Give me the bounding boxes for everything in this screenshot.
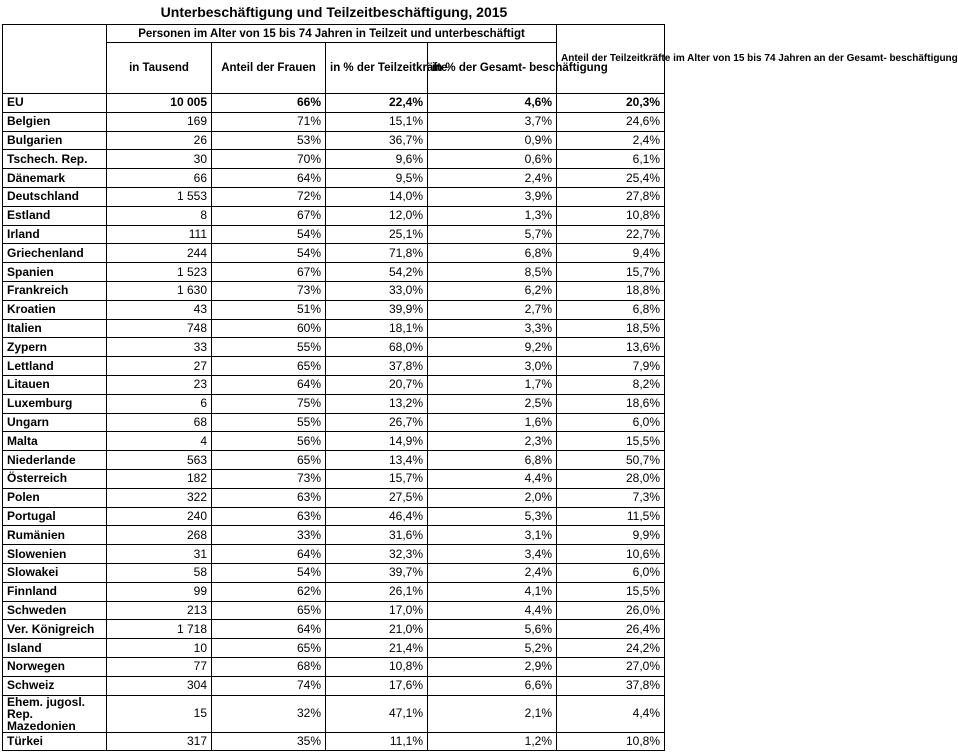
anteil-cell: 6,0% [557,413,665,432]
teilzeit-cell: 22,4% [326,94,428,113]
anteil-cell: 9,9% [557,526,665,545]
gesamt-cell: 2,4% [428,563,557,582]
corner-cell [3,25,107,94]
frauen-cell: 62% [212,582,326,601]
frauen-cell: 65% [212,357,326,376]
tausend-cell: 322 [107,488,212,507]
col-header-frauen: Anteil der Frauen [212,43,326,94]
teilzeit-cell: 14,9% [326,432,428,451]
anteil-cell: 7,9% [557,357,665,376]
tausend-cell: 77 [107,657,212,676]
country-cell: Türkei [3,732,107,751]
frauen-cell: 65% [212,601,326,620]
tausend-cell: 304 [107,676,212,695]
table-row [3,488,665,507]
tausend-cell: 15 [107,695,212,732]
table-row [3,526,665,545]
teilzeit-cell: 71,8% [326,244,428,263]
anteil-cell: 9,4% [557,244,665,263]
table-body [3,94,665,751]
gesamt-cell: 1,3% [428,206,557,225]
frauen-cell: 67% [212,263,326,282]
tausend-cell: 268 [107,526,212,545]
teilzeit-cell: 31,6% [326,526,428,545]
gesamt-cell: 3,3% [428,319,557,338]
country-cell: Kroatien [3,300,107,319]
gesamt-cell: 3,7% [428,112,557,131]
tausend-cell: 1 553 [107,187,212,206]
country-cell: Dänemark [3,169,107,188]
table-row [3,281,665,300]
gesamt-cell: 2,0% [428,488,557,507]
frauen-cell: 35% [212,732,326,751]
col-header-teilzeit: in % der Teilzeitkräfte [326,43,428,94]
table-row [3,469,665,488]
tausend-cell: 31 [107,545,212,564]
table-row [3,263,665,282]
table-row [3,676,665,695]
gesamt-cell: 8,5% [428,263,557,282]
anteil-cell: 27,8% [557,187,665,206]
gesamt-cell: 2,1% [428,695,557,732]
tausend-cell: 1 718 [107,620,212,639]
table-row [3,375,665,394]
table-row [3,620,665,639]
anteil-cell: 8,2% [557,375,665,394]
country-cell: Irland [3,225,107,244]
anteil-cell: 4,4% [557,695,665,732]
gesamt-cell: 2,5% [428,394,557,413]
anteil-cell: 24,2% [557,639,665,658]
table-row [3,507,665,526]
teilzeit-cell: 15,1% [326,112,428,131]
anteil-cell: 26,0% [557,601,665,620]
table-row [3,451,665,470]
teilzeit-cell: 12,0% [326,206,428,225]
frauen-cell: 60% [212,319,326,338]
tausend-cell: 99 [107,582,212,601]
tausend-cell: 182 [107,469,212,488]
teilzeit-cell: 14,0% [326,187,428,206]
gesamt-cell: 4,6% [428,94,557,113]
tausend-cell: 4 [107,432,212,451]
table-row [3,94,665,113]
anteil-cell: 37,8% [557,676,665,695]
country-cell: Belgien [3,112,107,131]
teilzeit-cell: 36,7% [326,131,428,150]
anteil-cell: 15,7% [557,263,665,282]
table-row [3,244,665,263]
frauen-cell: 74% [212,676,326,695]
teilzeit-cell: 15,7% [326,469,428,488]
teilzeit-cell: 17,0% [326,601,428,620]
teilzeit-cell: 25,1% [326,225,428,244]
anteil-cell: 6,8% [557,300,665,319]
country-cell: Estland [3,206,107,225]
tausend-cell: 317 [107,732,212,751]
anteil-cell: 15,5% [557,582,665,601]
anteil-cell: 10,8% [557,732,665,751]
country-cell: Zypern [3,338,107,357]
country-cell: Tschech. Rep. [3,150,107,169]
gesamt-cell: 1,6% [428,413,557,432]
country-cell: Deutschland [3,187,107,206]
gesamt-cell: 3,1% [428,526,557,545]
country-cell: Österreich [3,469,107,488]
tausend-cell: 23 [107,375,212,394]
frauen-cell: 65% [212,639,326,658]
tausend-cell: 68 [107,413,212,432]
tausend-cell: 10 005 [107,94,212,113]
anteil-cell: 28,0% [557,469,665,488]
table-row [3,432,665,451]
country-cell: Spanien [3,263,107,282]
table-row [3,657,665,676]
frauen-cell: 66% [212,94,326,113]
tausend-cell: 27 [107,357,212,376]
gesamt-cell: 1,2% [428,732,557,751]
country-cell: Griechenland [3,244,107,263]
country-cell: Polen [3,488,107,507]
table-row [3,601,665,620]
table-row [3,225,665,244]
table-row [3,563,665,582]
teilzeit-cell: 26,1% [326,582,428,601]
country-cell: Litauen [3,375,107,394]
frauen-cell: 64% [212,545,326,564]
anteil-cell: 26,4% [557,620,665,639]
anteil-cell: 10,8% [557,206,665,225]
tausend-cell: 240 [107,507,212,526]
anteil-cell: 15,5% [557,432,665,451]
tausend-cell: 8 [107,206,212,225]
table-row [3,413,665,432]
gesamt-cell: 2,9% [428,657,557,676]
teilzeit-cell: 39,9% [326,300,428,319]
anteil-cell: 11,5% [557,507,665,526]
teilzeit-cell: 17,6% [326,676,428,695]
gesamt-cell: 0,9% [428,131,557,150]
tausend-cell: 6 [107,394,212,413]
frauen-cell: 56% [212,432,326,451]
table-row [3,639,665,658]
country-cell: Malta [3,432,107,451]
frauen-cell: 33% [212,526,326,545]
table-row [3,582,665,601]
col-header-gesamt: in % der Gesamt- beschäftigung [428,43,557,94]
tausend-cell: 43 [107,300,212,319]
gesamt-cell: 3,0% [428,357,557,376]
teilzeit-cell: 13,2% [326,394,428,413]
anteil-cell: 20,3% [557,94,665,113]
teilzeit-cell: 11,1% [326,732,428,751]
table-row [3,169,665,188]
frauen-cell: 65% [212,451,326,470]
country-cell: Schweden [3,601,107,620]
gesamt-cell: 2,7% [428,300,557,319]
frauen-cell: 63% [212,488,326,507]
tausend-cell: 213 [107,601,212,620]
frauen-cell: 55% [212,413,326,432]
gesamt-cell: 6,2% [428,281,557,300]
teilzeit-cell: 33,0% [326,281,428,300]
frauen-cell: 70% [212,150,326,169]
country-cell: Ehem. jugosl. Rep. Mazedonien [3,695,107,732]
frauen-cell: 63% [212,507,326,526]
gesamt-cell: 6,8% [428,451,557,470]
frauen-cell: 68% [212,657,326,676]
tausend-cell: 30 [107,150,212,169]
country-cell: Finnland [3,582,107,601]
country-cell: Niederlande [3,451,107,470]
teilzeit-cell: 21,0% [326,620,428,639]
teilzeit-cell: 37,8% [326,357,428,376]
gesamt-cell: 5,2% [428,639,557,658]
country-cell: EU [3,94,107,113]
teilzeit-cell: 47,1% [326,695,428,732]
gesamt-cell: 6,6% [428,676,557,695]
teilzeit-cell: 18,1% [326,319,428,338]
frauen-cell: 64% [212,375,326,394]
tausend-cell: 26 [107,131,212,150]
table-row [3,732,665,751]
table-row [3,319,665,338]
frauen-cell: 54% [212,563,326,582]
country-cell: Island [3,639,107,658]
table-row [3,112,665,131]
tausend-cell: 1 523 [107,263,212,282]
teilzeit-cell: 39,7% [326,563,428,582]
anteil-cell: 10,6% [557,545,665,564]
anteil-cell: 50,7% [557,451,665,470]
country-cell: Ungarn [3,413,107,432]
frauen-cell: 51% [212,300,326,319]
country-cell: Ver. Königreich [3,620,107,639]
country-cell: Slowakei [3,563,107,582]
tausend-cell: 58 [107,563,212,582]
anteil-cell: 6,0% [557,563,665,582]
frauen-cell: 72% [212,187,326,206]
anteil-cell: 13,6% [557,338,665,357]
frauen-cell: 64% [212,620,326,639]
table-row [3,394,665,413]
gesamt-cell: 3,9% [428,187,557,206]
table-row [3,545,665,564]
country-cell: Frankreich [3,281,107,300]
gesamt-cell: 3,4% [428,545,557,564]
frauen-cell: 54% [212,225,326,244]
frauen-cell: 53% [212,131,326,150]
table-row [3,338,665,357]
teilzeit-cell: 46,4% [326,507,428,526]
anteil-cell: 6,1% [557,150,665,169]
anteil-cell: 22,7% [557,225,665,244]
gesamt-cell: 1,7% [428,375,557,394]
gesamt-cell: 9,2% [428,338,557,357]
group-header: Personen im Alter von 15 bis 74 Jahren in Teilzeit und unterbeschäftigt [107,25,557,43]
frauen-cell: 75% [212,394,326,413]
teilzeit-cell: 20,7% [326,375,428,394]
table-row [3,187,665,206]
tausend-cell: 244 [107,244,212,263]
table-row [3,150,665,169]
country-cell: Schweiz [3,676,107,695]
country-cell: Slowenien [3,545,107,564]
table-row [3,131,665,150]
frauen-cell: 64% [212,169,326,188]
anteil-cell: 25,4% [557,169,665,188]
frauen-cell: 71% [212,112,326,131]
data-table [2,24,958,751]
gesamt-cell: 5,7% [428,225,557,244]
gesamt-cell: 4,4% [428,601,557,620]
frauen-cell: 73% [212,281,326,300]
gesamt-cell: 6,8% [428,244,557,263]
anteil-cell: 2,4% [557,131,665,150]
country-cell: Norwegen [3,657,107,676]
table-row [3,357,665,376]
teilzeit-cell: 9,5% [326,169,428,188]
gesamt-cell: 2,4% [428,169,557,188]
teilzeit-cell: 21,4% [326,639,428,658]
teilzeit-cell: 13,4% [326,451,428,470]
col-header-tausend: in Tausend [107,43,212,94]
country-cell: Italien [3,319,107,338]
frauen-cell: 67% [212,206,326,225]
country-cell: Rumänien [3,526,107,545]
teilzeit-cell: 10,8% [326,657,428,676]
frauen-cell: 55% [212,338,326,357]
gesamt-cell: 5,3% [428,507,557,526]
anteil-cell: 27,0% [557,657,665,676]
anteil-cell: 18,6% [557,394,665,413]
gesamt-cell: 5,6% [428,620,557,639]
anteil-cell: 24,6% [557,112,665,131]
gesamt-cell: 2,3% [428,432,557,451]
tausend-cell: 1 630 [107,281,212,300]
frauen-cell: 32% [212,695,326,732]
teilzeit-cell: 26,7% [326,413,428,432]
tausend-cell: 66 [107,169,212,188]
frauen-cell: 73% [212,469,326,488]
gesamt-cell: 4,4% [428,469,557,488]
anteil-cell: 18,8% [557,281,665,300]
tausend-cell: 33 [107,338,212,357]
country-cell: Luxemburg [3,394,107,413]
teilzeit-cell: 9,6% [326,150,428,169]
tausend-cell: 111 [107,225,212,244]
tausend-cell: 169 [107,112,212,131]
tausend-cell: 563 [107,451,212,470]
side-header: Anteil der Teilzeitkräfte im Alter von 15 bis 74 Jahren an der Gesamt- beschäftigung [557,25,665,94]
country-cell: Lettland [3,357,107,376]
country-cell: Portugal [3,507,107,526]
table-row [3,206,665,225]
teilzeit-cell: 68,0% [326,338,428,357]
table-row [3,695,665,732]
anteil-cell: 18,5% [557,319,665,338]
anteil-cell: 7,3% [557,488,665,507]
gesamt-cell: 4,1% [428,582,557,601]
tausend-cell: 10 [107,639,212,658]
teilzeit-cell: 54,2% [326,263,428,282]
table-row [3,300,665,319]
tausend-cell: 748 [107,319,212,338]
teilzeit-cell: 27,5% [326,488,428,507]
frauen-cell: 54% [212,244,326,263]
gesamt-cell: 0,6% [428,150,557,169]
country-cell: Bulgarien [3,131,107,150]
table-title: Unterbeschäftigung und Teilzeitbeschäftigung, 2015 [160,4,508,20]
teilzeit-cell: 32,3% [326,545,428,564]
